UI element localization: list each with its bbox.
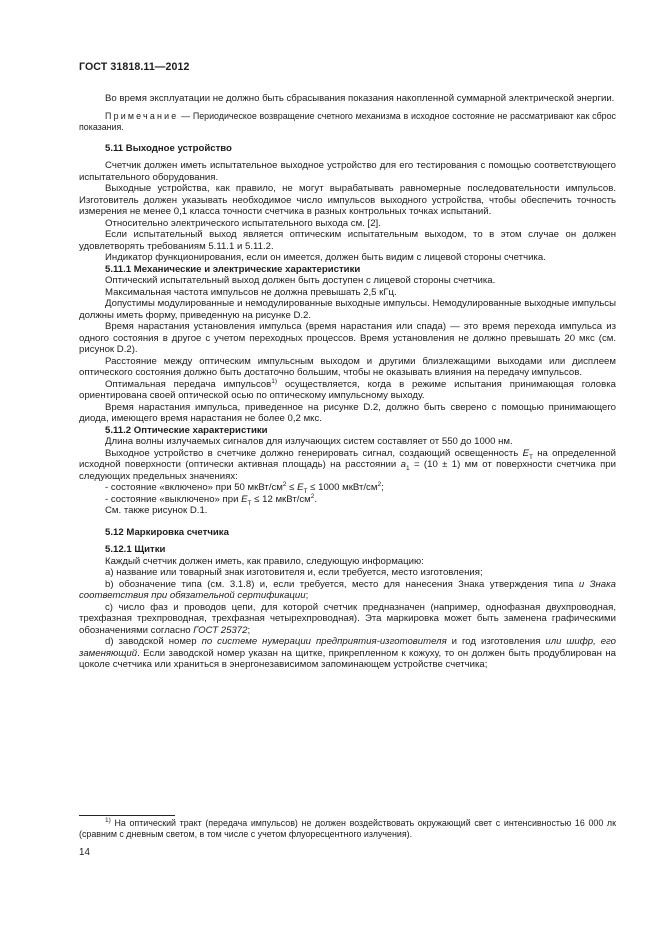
section-heading-5-11-2: 5.11.2 Оптические характеристики [105, 424, 268, 436]
footnote-ref: 1) [271, 377, 277, 385]
section-heading-5-11: 5.11 Выходное устройство [105, 142, 232, 154]
paragraph: а) название или товарный знак изготовителя и, если требуется, место изготовления; [105, 567, 483, 578]
text-run: ≤ [286, 482, 298, 493]
paragraph [79, 448, 616, 483]
subscript: T [247, 499, 252, 507]
superscript: 2 [310, 492, 315, 500]
document-body [79, 93, 616, 671]
section-heading-5-12-1: 5.12.1 Щитки [105, 544, 166, 555]
italic-run: или шифр, его заменяющий [79, 636, 617, 659]
text-run: d) заводской номер [105, 636, 202, 647]
text-run: b) обозначение типа (см. 3.1.8) и, если требуется, место для нанесения Знака утверждения типа [105, 578, 579, 590]
footnote-divider [79, 815, 175, 816]
footnote-marker: 1) [105, 817, 111, 825]
paragraph: Индикатор функционирования, если он имеется, должен быть видим с лицевой стороны счетчика. [105, 252, 546, 263]
text-run: с) число фаз и проводов цепи, для которой счетчик предназначен (например, однофазная двухпроводная, трехфазная трехпроводная, трехфазная четырехпроводная). Эта маркировка может быть заменена графическими обозначениями согласно [79, 601, 616, 636]
subscript: T [303, 487, 308, 495]
list-item [79, 482, 616, 494]
italic-run: ГОСТ 25372 [193, 624, 248, 636]
footnote [79, 818, 616, 840]
italic-run: и Знака соответствия при обязательной сертификации [79, 578, 616, 601]
paragraph: Во время эксплуатации не должно быть сбрасывания показания накопленной суммарной электрической энергии. [105, 93, 615, 104]
text-run: ≤ 12 мкВт/см [251, 493, 311, 505]
text-run: Оптимальная передача импульсов [105, 378, 272, 390]
paragraph [79, 602, 616, 637]
paragraph: Время нарастания установления импульса (время нарастания или спада) — это время перехода импульса из одного состояния в другое с учетом переходных процессов. Время установления не должно превышать 20 мкс (см. рисунок D.2). [79, 321, 616, 355]
superscript: 2 [282, 480, 287, 488]
text-run: ; [381, 482, 384, 493]
variable: a [400, 459, 406, 470]
section-heading-5-11-1: 5.11.1 Механические и электрические характеристики [105, 263, 361, 275]
text-run: . [314, 493, 318, 505]
text-run: ; [305, 590, 309, 601]
section-heading-5-12: 5.12 Маркировка счетчика [105, 526, 229, 538]
paragraph: Выходные устройства, как правило, не могут вырабатывать равномерные последовательности импульсов. Изготовитель должен указывать необходимое число импульсов выходного устройства, чтобы обеспечить точность измерения не менее 0,1 класса точности счетчика в разных контрольных точках испытаний. [79, 183, 616, 217]
note-text: — Периодическое возвращение счетного механизма в исходное состояние не рассматривают как сброс показания. [79, 110, 616, 132]
superscript: 2 [377, 480, 382, 488]
paragraph [79, 636, 616, 671]
paragraph: Оптический испытательный выход должен быть доступен с лицевой стороны счетчика. [105, 275, 496, 286]
paragraph: См. также рисунок D.1. [105, 505, 208, 516]
text-run: - состояние «включено» при 50 мкВт/см [105, 482, 283, 493]
variable: E [522, 447, 529, 459]
note-label: Примечание [105, 110, 179, 121]
text-run: ≤ 1000 мкВт/см [307, 482, 378, 493]
note [79, 111, 616, 133]
paragraph: Счетчик должен иметь испытательное выходное устройство для его тестирования с помощью соответствующего испытательного оборудования. [79, 160, 616, 183]
text-run: на определенной исходной поверхности (оптически активная площадь) на расстоянии [79, 447, 616, 470]
text-run: . Если заводской номер указан на щитке, прикрепленном к кожуху, то он должен быть продублирован на цоколе счетчика или храниться в энергонезависимом запоминающем устройстве счетчика; [79, 647, 616, 670]
paragraph: Расстояние между оптическим импульсным выходом и другими близлежащими выходами или дисплеем оптического состояния должно быть достаточно большим, чтобы не оказывать влияния на передачу импульсов. [79, 355, 616, 378]
subscript: T [529, 453, 533, 461]
paragraph: Относительно электрического испытательного выхода см. [2]. [105, 217, 381, 229]
variable: E [241, 493, 248, 505]
list-item [79, 494, 616, 506]
italic-run: по системе нумерации предприятия-изготовителя [201, 636, 447, 647]
text-run: - состояние «выключено» при [105, 493, 242, 505]
paragraph: Максимальная частота импульсов не должна превышать 2,5 кГц. [105, 286, 397, 298]
footnote-text-block [79, 818, 616, 840]
paragraph: Время нарастания импульса, приведенное на рисунке D.2, должно быть сверено с помощью принимающего диода, имеющего время нарастания не более 0,2 мкс. [79, 401, 616, 424]
subscript: 1 [405, 464, 410, 472]
paragraph: Каждый счетчик должен иметь, как правило, следующую информацию: [105, 555, 424, 567]
paragraph: Длина волны излучаемых сигналов для излучающих систем составляет от 550 до 1000 нм. [105, 436, 513, 447]
footnote-text: На оптический тракт (передача импульсов) не должен воздействовать окружающий свет с интенсивностью 16 000 лк (сравним с дневным светом, в том числе с учетом флуоресцентного излучения). [79, 818, 616, 839]
text-run: = (10 ± 1) мм от поверхности счетчика при следующих предельных значениях: [79, 459, 616, 482]
document-header: ГОСТ 31818.11—2012 [79, 61, 190, 73]
paragraph [79, 379, 616, 402]
text-run: и год изготовления [446, 636, 546, 647]
paragraph: Если испытательный выход является оптическим испытательным выходом, то в этом случае он должен удовлетворять требованиям 5.11.1 и 5.11.2. [79, 229, 616, 252]
paragraph: Допустимы модулированные и немодулированные выходные импульсы. Немодулированные выходные импульсы должны иметь форму, приведенную на рисунке D.2. [79, 298, 616, 321]
text-run: осуществляется, когда в режиме испытания принимающая головка ориентирована своей оптической осью по оптическому импульсному выходу. [79, 378, 616, 401]
text-run: ; [247, 624, 251, 636]
variable: E [297, 482, 304, 493]
paragraph [79, 579, 616, 602]
text-run: Выходное устройство в счетчике должно генерировать сигнал, создающий освещенность [105, 447, 523, 459]
page-number: 14 [79, 847, 90, 858]
